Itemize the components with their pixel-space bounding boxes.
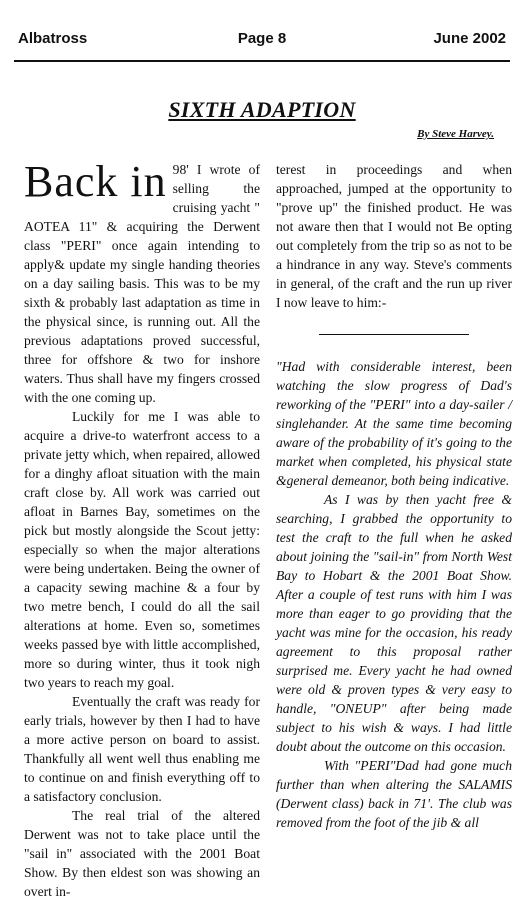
issue-date: June 2002 [433, 30, 506, 47]
page-number: Page 8 [237, 30, 287, 47]
publication-name: Albatross [18, 30, 88, 47]
left-column [24, 157, 260, 901]
article-title: SIXTH ADAPTION [168, 97, 356, 122]
header-rule [14, 60, 510, 62]
paragraph-2: Luckily for me I was able to acquire a drive-to waterfront access to a private jetty which, when repaired, allowed for a dinghy afloat situation with the main craft close by. All work was carried out afloat in Barnes Bay, sometimes on the pick but mostly alongside the Scout jetty: especially so when the major alterations were being undertaken. Being the owner of a capacity sewing machine & a four by two metre bench, I could do all the sail alterations at home. Even so, sometimes weeks passed bye with little accomplished, more so during winter, thus it took nigh two years to reach my goal. [24, 409, 260, 690]
right-column [276, 160, 512, 832]
paragraph-3: Eventually the craft was ready for early trials, however by then I had to have a more active person on board to assist. Thankfully all went well thus enabling me to continue on and finish everything off to a satisfactory conclusion. [24, 694, 260, 804]
paragraph-continued: terest in proceedings and when approached, jumped at the opportunity to "prove up" the finished product. He was not aware then that I would not Be opting out completely from the trip so as not to be a hindrance in any way. Steve's comments in general, of the craft and the run up river I now leave to him:- [276, 162, 512, 310]
section-divider [319, 334, 469, 335]
paragraph-1-text: 98' I wrote of selling the cruising yacht " AOTEA 11" & acquiring the Derwent class "PERI" once again intending to apply& update my single handing theories on a day sailing basis. This was to be my sixth & probably last adaptation as time in the physical since, is running out. All the previous adaptations proved successful, three for offshore & two for inshore waters. Thus shall have my fingers crossed with the one coming up. [24, 162, 260, 405]
quote-paragraph-1: "Had with considerable interest, been watching the slow progress of Dad's reworking of the "PERI" into a day-sailer / singlehander. At the same time becoming aware of the probability of it's going to the market when completed, his physical state &general demeanor, both being indicative. [276, 359, 512, 488]
paragraph-1 [24, 157, 260, 407]
dropcap-heading: Back in [24, 157, 167, 206]
quoted-section [276, 357, 512, 832]
quote-paragraph-2: As I was by then yacht free & searching, I grabbed the opportunity to test the craft to the full when he asked about joining the "sail-in" from North West Bay to Hobart & the 2001 Boat Show. After a couple of test runs with him I was more than eager to go providing that the yacht was mine for the occasion, his ready agreement to this proposal rather surprised me. Every yacht he had owned were old & proven types & very easy to handle, "ONEUP" after being made subject to his wish & ways. I had little doubt about the outcome on this occasion. [276, 492, 512, 754]
quote-paragraph-3: With "PERI"Dad had gone much further than when altering the SALAMIS (Derwent class) back in 71'. The club was removed from the foot of the jib & all [276, 758, 512, 830]
article-byline: By Steve Harvey. [417, 128, 494, 140]
page-header [18, 30, 506, 56]
paragraph-4: The real trial of the altered Derwent was not to take place until the "sail in" associated with the 2001 Boat Show. By then eldest son was showing an overt in- [24, 808, 260, 899]
